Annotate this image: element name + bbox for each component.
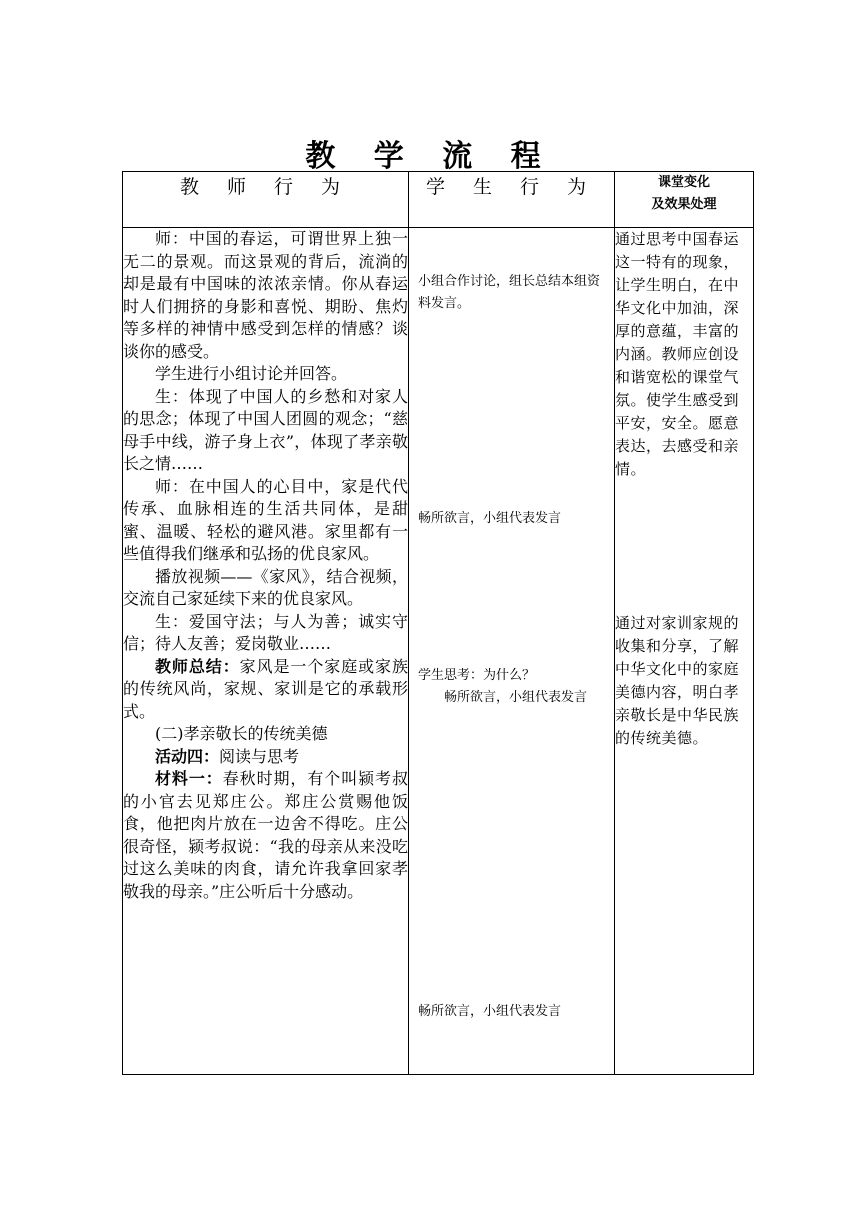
section-heading: (二)孝亲敬长的传统美德 — [155, 724, 328, 743]
teacher-behavior-cell — [123, 228, 409, 1075]
activity-paragraph — [123, 746, 408, 769]
teacher-summary-paragraph — [123, 656, 408, 724]
effect-header-line1: 课堂变化 — [657, 175, 710, 190]
teacher-behavior-header — [123, 172, 409, 228]
effect-header-line2: 及效果处理 — [651, 197, 717, 212]
effect-header — [615, 172, 754, 228]
student-header-label: 学 生 行 为 — [425, 176, 598, 198]
student-note: 学生思考：为什么？ — [418, 668, 536, 683]
teacher-paragraph: 生：体现了中国人的乡愁和对家人的思念；体现了中国人团圆的观念；“慈母手中线，游子身上衣”，体现了孝亲敬长之情…… — [123, 386, 408, 473]
teacher-paragraph: 学生进行小组讨论并回答。 — [155, 364, 348, 383]
material-text: 春秋时期，有个叫颍考叔的小官去见郑庄公。郑庄公赏赐他饭食，他把肉片放在一边舍不得吃。庄公很奇怪，颍考叔说：“我的母亲从来没吃过这么美味的肉食，请允许我拿回家孝敬我的母亲。”庄公听后十分感动。 — [123, 769, 408, 901]
page-title: 教 学 流 程 — [305, 139, 555, 174]
student-note: 畅所欲言，小组代表发言 — [418, 511, 562, 526]
teacher-header-label: 教 师 行 为 — [179, 176, 352, 198]
student-note: 小组合作讨论，组长总结本组资料发言。 — [418, 274, 601, 311]
material-paragraph — [123, 768, 408, 903]
student-note: 畅所欲言，小组代表发言 — [444, 690, 588, 705]
material-label: 材料一： — [155, 769, 223, 788]
activity-label: 活动四： — [155, 746, 220, 766]
table-body-row — [123, 228, 754, 1075]
teacher-summary-label: 教师总结： — [155, 656, 240, 676]
teacher-paragraph: 生：爱国守法；与人为善；诚实守信；待人友善；爱岗敬业…… — [123, 611, 408, 653]
table-header-row — [123, 172, 754, 228]
effect-paragraph: 通过思考中国春运这一特有的现象，让学生明白，在中华文化中加油，深厚的意蕴，丰富的内涵。教师应创设和谐宽松的课堂气氛。使学生感受到平安，安全。愿意表达，去感受和亲情。 — [615, 230, 740, 478]
student-note: 畅所欲言，小组代表发言 — [418, 1004, 562, 1019]
teacher-paragraph: 师：中国的春运，可谓世界上独一无二的景观。而这景观的背后，流淌的却是最有中国味的浓浓亲情。你从春运时人们拥挤的身影和喜悦、期盼、焦灼等多样的神情中感受到怎样的情感？谈谈你的感受。 — [123, 229, 408, 361]
student-behavior-cell — [409, 228, 615, 1075]
activity-text: 阅读与思考 — [219, 746, 300, 766]
teacher-paragraph: 师：在中国人的心目中，家是代代传承、血脉相连的生活共同体，是甜蜜、温暖、轻松的避风港。家里都有一些值得我们继承和弘扬的优良家风。 — [123, 476, 408, 563]
effect-cell — [615, 228, 754, 1075]
teaching-flow-table — [122, 171, 754, 1075]
teacher-summary-text: 家风是一个家庭或家族的传统风尚，家规、家训是它的承载形式。 — [123, 656, 408, 721]
teacher-paragraph: 播放视频——《家风》，结合视频，交流自己家延续下来的优良家风。 — [123, 566, 408, 608]
student-behavior-header — [409, 172, 615, 228]
effect-paragraph: 通过对家训家规的收集和分享，了解中华文化中的家庭美德内容，明白孝亲敬长是中华民族的传统美德。 — [615, 614, 740, 747]
